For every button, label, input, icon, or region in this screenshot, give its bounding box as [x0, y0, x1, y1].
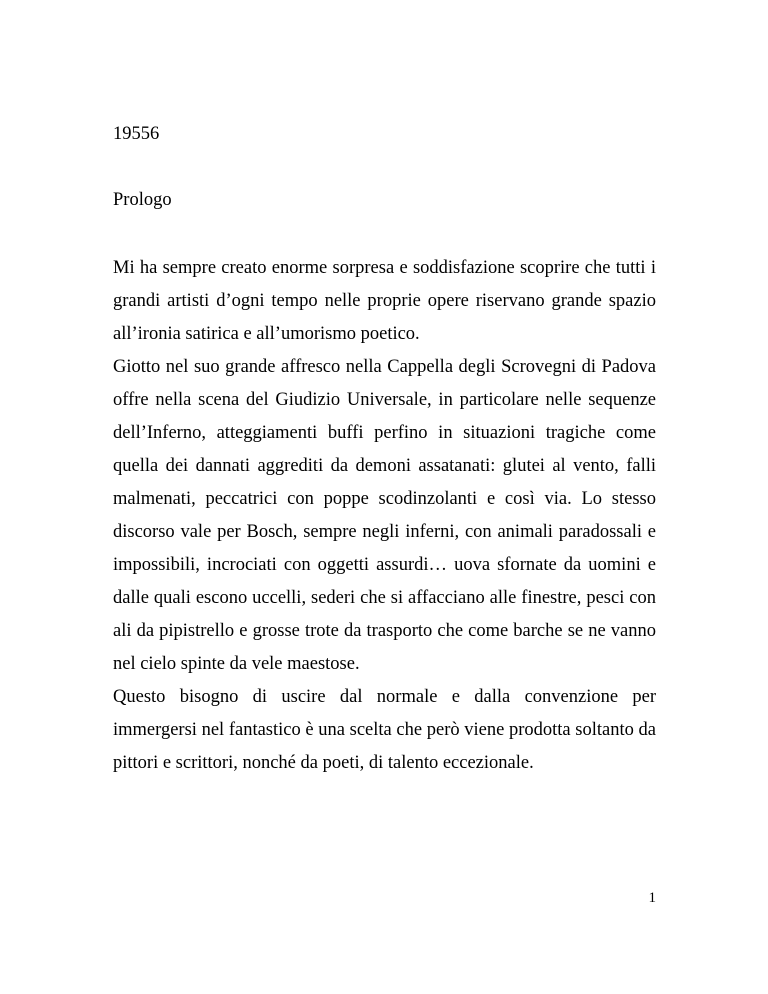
paragraph-1: Mi ha sempre creato enorme sorpresa e soddisfazione scoprire che tutti i grandi artisti d’ogni tempo nelle proprie opere riservano grande spazio all’ironia satirica e all’umorismo poetico.: [113, 258, 656, 344]
paragraph-2: Giotto nel suo grande affresco nella Cappella degli Scrovegni di Padova offre nella scena del Giudizio Universale, in particolare nelle sequenze dell’Inferno, atteggiamenti buffi perfino in situazioni tragiche come quella dei dannati aggrediti da demoni assatanati: glutei al vento, falli malmenati, peccatrici con poppe scodinzolanti e così via. Lo stesso discorso vale per Bosch, sempre negli inferni, con animali paradossali e impossibili, incrociati con oggetti assurdi… uova sfornate da uomini e dalle quali escono uccelli, sederi che si affacciano alle finestre, pesci con ali da pipistrello e grosse trote da trasporto che come barche se ne vanno nel cielo spinte da vele maestose.: [113, 357, 656, 674]
body-text: [113, 252, 656, 780]
document-id-number: 19556: [113, 124, 160, 144]
paragraph-3: Questo bisogno di uscire dal normale e dalla convenzione per immergersi nel fantastico è una scelta che però viene prodotta soltanto da pittori e scrittori, nonché da poeti, di talento eccezionale.: [113, 687, 656, 773]
page-number: 1: [648, 890, 656, 906]
section-heading: Prologo: [113, 190, 172, 210]
